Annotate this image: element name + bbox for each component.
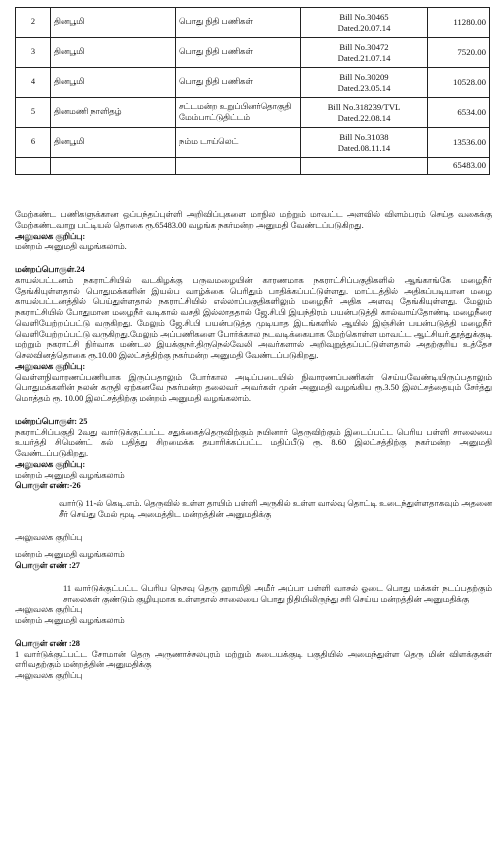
bill-number: Bill No.30465: [339, 11, 389, 22]
bill-date: Dated.23.05.14: [337, 82, 391, 93]
resolution-27-text: 11 வார்டுக்குட்பட்ட பெரிய நெசவு தெரு ஹாமிதி அமீர் அப்பா பள்ளி வாசல் ஓடை பொது மக்கள் நடப்பதற்கும் சாலைகள் குண்டும் குழியுமாக உள்ளதால் சாலையை பொது நிதியிலிருந்து சரி செய்ய மன்றத்தின் அனுமதிக்கு: [63, 583, 492, 604]
bill-reference-cell: [301, 68, 428, 98]
office-note-heading: அலுவலக குறிப்பு:: [15, 231, 86, 241]
amount-cell: 6534.00: [428, 98, 490, 128]
resolution-27-approval: மன்றம் அனுமதி வழங்கலாம்: [15, 616, 125, 625]
bill-number: Bill No.31038: [339, 131, 389, 142]
serial-number-cell: 5: [16, 98, 51, 128]
resolution-24-title: மன்றப்பொருள்.24: [15, 265, 85, 274]
resolution-26-text: வார்டு 11-ல் கெடி.எம். தெருவில் உள்ள தாயிம் பள்ளி அருகில் உள்ள வால்வு தொட்டி உடைந்துள்ளதாகவும் அதனை சீர் செய்து மேல் மூடி அமைத்திட மன்றத்தின் அனுமதிக்கு: [59, 499, 492, 519]
newspaper-cell: தினபூமி: [51, 8, 176, 38]
newspaper-cell: தினமணி நாளிதழ்: [51, 98, 176, 128]
bills-table: [15, 7, 490, 175]
serial-number-cell: 6: [16, 128, 51, 158]
work-type-cell: பொது நிதி பணிகள்: [176, 68, 301, 98]
bill-reference-cell: [301, 128, 428, 158]
resolution-28-title: பொருள் எண் :28: [15, 638, 80, 648]
serial-number-cell: 2: [16, 8, 51, 38]
total-row: [16, 158, 490, 175]
table-row: [16, 98, 490, 128]
bill-date: Dated.08.11.14: [337, 142, 391, 153]
resolution-26-approval: மன்றம் அனுமதி வழங்கலாம்: [15, 550, 125, 560]
resolution-28-note: அலுவலக குறிப்பு: [15, 671, 83, 680]
table-row: [16, 38, 490, 68]
resolution-28-text: 1 வார்டுக்குட்பட்ட சோமான் தெரு அருணாச்சலபுரம் மற்றும் கடையக்குடி பகுதியில் அமைந்துள்ள தெரு மின் விளக்குகள் எரிவதற்கும் மன்றத்தின் அனுமதிக்கு: [15, 649, 492, 670]
bill-date: Dated.20.07.14: [337, 22, 391, 33]
table-row: [16, 128, 490, 158]
resolution-25-title: மன்றப்பொருள்: 25: [15, 416, 88, 426]
total-amount: 65483.00: [428, 158, 490, 175]
resolution-24-note-heading: அலுவலக குறிப்பு:: [15, 361, 86, 371]
resolution-25-text: நகராட்சிப்பகுதி 2வது வார்டுக்குட்பட்ட சதுக்கைத்தெருவிற்கும் நயினார் தெருவிற்கும் இடைப்பட்ட பெரிய பள்ளி சாலையை உயர்த்தி சிமெண்ட் கல் பதித்து சிறமைக்க தயாரிக்கப்பட்ட மதிப்பீடு ரூ. 8.60 இலட்சத்திற்கு நகர்மன்ற அனுமதி வேண்டப்படுகிறது.: [15, 427, 492, 458]
amount-cell: 10528.00: [428, 68, 490, 98]
work-type-cell: பொது நிதி பணிகள்: [176, 38, 301, 68]
resolution-25-approval: மன்றம் அனுமதி வழங்கலாம்: [15, 470, 125, 480]
bill-number: Bill No.318239/TVL: [327, 101, 401, 112]
resolution-26-note: அலுவலக குறிப்பு: [15, 532, 83, 542]
resolution-25-note-heading: அலுவலக குறிப்பு:: [15, 459, 86, 469]
bill-reference-cell: [301, 8, 428, 38]
serial-number-cell: 4: [16, 68, 51, 98]
resolution-26-title: பொருள் எண்:-26: [15, 481, 81, 491]
resolution-24-note: வெள்ளநிவாரணப்பணியாக இருப்பதாலும் போர்கால அடிப்படையில் நிவாரணப்பணிகள் செய்யவேண்டியிருப்பதாலும் பொதுமக்களின் நலன் கருதி ஏற்கனவே நகர்மன்ற தலைவர் அவர்கள் முன் அனுமதி வழங்கிய ரூ.3.50 இலட்சத்தையும் சேர்த்து மொத்தம் ரூ. 10.00 இலட்சத்திற்கு மன்றம் அனுமதி வழங்கலாம்.: [15, 372, 492, 403]
bill-reference-cell: [301, 98, 428, 128]
newspaper-cell: தினபூமி: [51, 68, 176, 98]
document-body: [15, 210, 492, 682]
resolution-24-text: காயல்பட்டனம் நகராட்சியில் வடகிழக்கு பருவமழையின் காரணமாக நகராட்சிப்பகுதிகளில் ஆங்காங்கே மழைநீர் தேங்கியுள்ளதால் பொதுமக்களின் இயல்ப வாழ்க்கை பெரிதும் பாதிக்கப்பட்டுள்ளது. மாட்டத்தில் அதிகப்படியான மழை காயல்பட்டனத்தில் பெய்துள்ளதால் நகராட்சியில் எல்லாப்பகுதிகளிலும் மழைநீர் அதிக அளவு தேங்கியுள்ளது. மேலும் நகராட்சியில் போதுமான மழைநீர் வடிகால் வசதி இல்லாததால் ஜே.சி.பி இயந்திரம் பயன்படுத்தி கால்வாய்தோண்டி மழைநீரை வெளியேற்றப்பட்டு வருகிறது. மேலும் ஜே.சி.பி பயன்படுத்த முடியாத இடங்களில் ஆயில் இஞ்சின் பயன்படுத்தி மழைநீர் வெளியேற்றப்பட்டு வருகிறது.மேலும் அப்பணிகளை போர்க்கால நடவடிக்கையாக மேற்கொள்ள மாவட்ட ஆட்சியர்.தூத்துக்குடி மற்றும் நகராட்சி நிர்வாக மண்டல இயக்குநர்.திருநெல்வேலி அவர்களால் அறிவுறுத்தப்பட்டுள்ளதால் அதற்குரிய உத்தேச செலவினத்தொகை ரூ.10.00 இலட்சத்திற்கு நகர்மன்ற அனுமதி வேண்டப்படுகிறது.: [15, 275, 492, 360]
bill-date: Dated.22.08.14: [337, 112, 391, 123]
resolution-27-note: அலுவலக குறிப்பு: [15, 605, 83, 615]
serial-number-cell: 3: [16, 38, 51, 68]
bill-date: Dated.21.07.14: [337, 52, 391, 63]
amount-cell: 7520.00: [428, 38, 490, 68]
amount-cell: 13536.00: [428, 128, 490, 158]
work-type-cell: பொது நிதி பணிகள்: [176, 8, 301, 38]
amount-cell: 11280.00: [428, 8, 490, 38]
work-type-cell: சட்டமன்ற உறுப்பினர்தொகுதி மேம்பாட்டுதிட்டம்: [176, 98, 301, 128]
approval-text: மன்றம் அனுமதி வழங்கலாம்.: [15, 242, 127, 252]
bill-number: Bill No.30209: [339, 71, 389, 82]
table-row: [16, 68, 490, 98]
work-type-cell: நம்ம டாய்லெட்: [176, 128, 301, 158]
newspaper-cell: தினபூமி: [51, 38, 176, 68]
intro-paragraph: மேற்கண்ட பணிகளுக்கான ஒப்பந்தப்புள்ளி அறிவிப்புகளை மாநில மற்றும் மாவட்ட அளவில் விளம்பரம் செய்த வகைக்கு மேற்கண்டவாறு பட்டியல் தொகை ரூ.65483.00 வழங்க நகர்மன்ற அனுமதி வேண்டப்படுகிறது.: [15, 210, 492, 230]
table-row: [16, 8, 490, 38]
resolution-27-title: பொருள் எண் :27: [15, 561, 80, 570]
bill-number: Bill No.30472: [339, 41, 389, 52]
bill-reference-cell: [301, 38, 428, 68]
newspaper-cell: தினபூமி: [51, 128, 176, 158]
